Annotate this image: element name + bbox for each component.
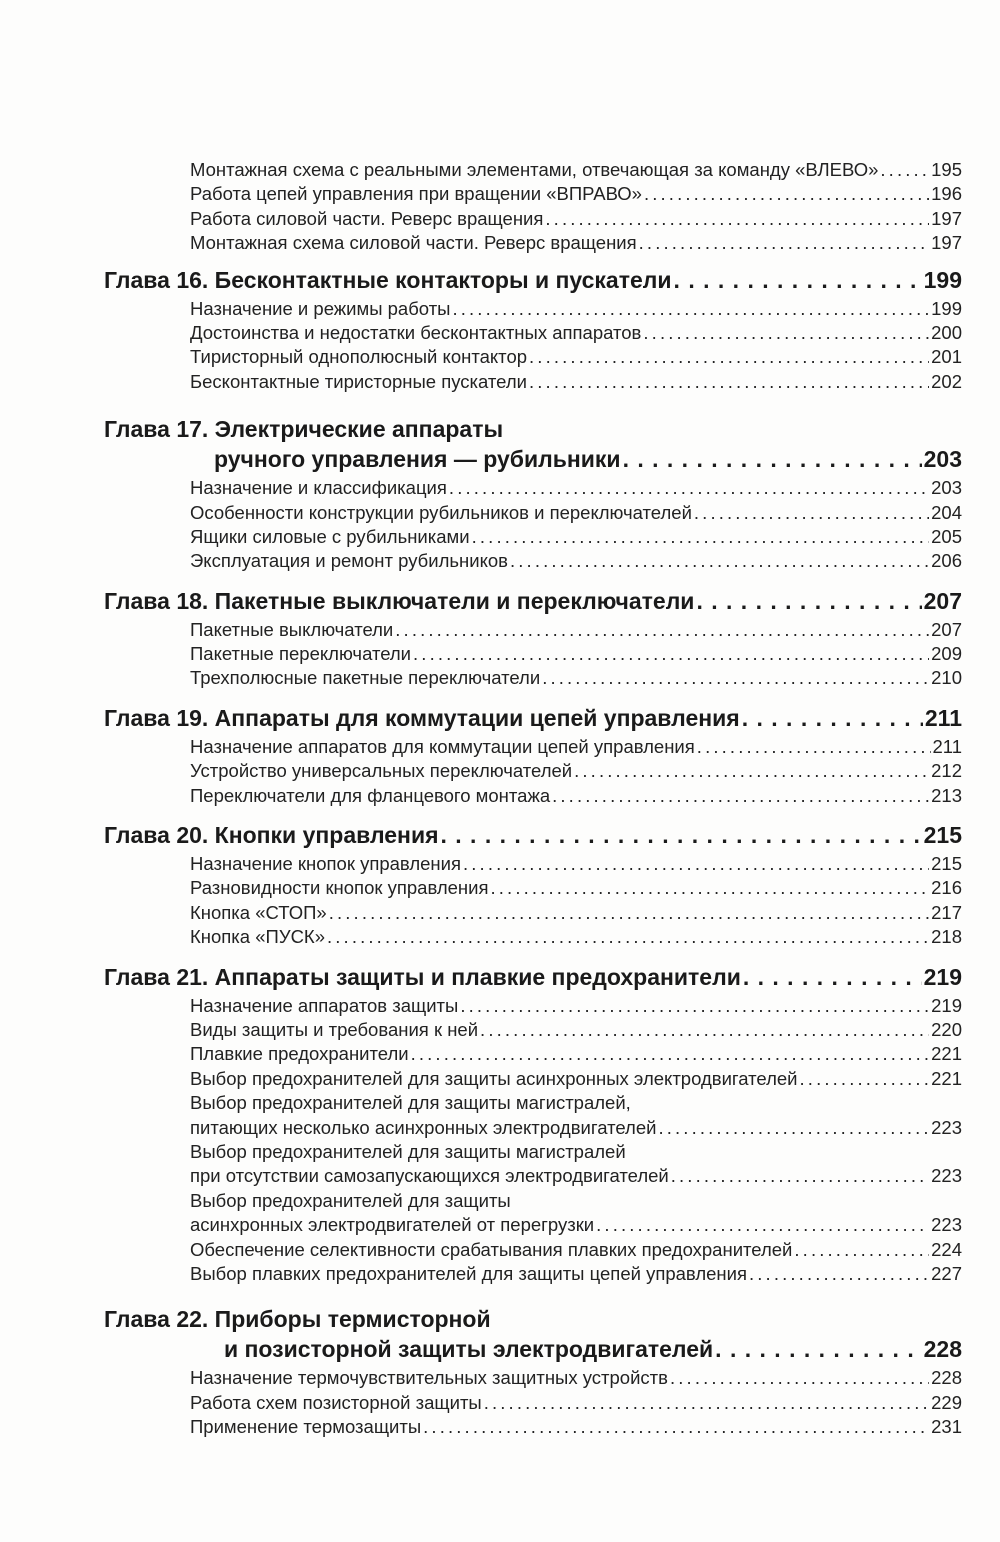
- section-title: Плавкие предохранители: [190, 1043, 409, 1065]
- leader-dots: [413, 642, 929, 666]
- toc-section[interactable]: [104, 925, 962, 949]
- page-number: 197: [931, 207, 962, 229]
- toc-section[interactable]: [104, 1238, 962, 1262]
- chapter-22-heading-line1[interactable]: [104, 1304, 962, 1334]
- section-title: Назначение термочувствительных защитных устройств: [190, 1367, 668, 1389]
- leader-dots: [395, 618, 929, 642]
- toc-section[interactable]: [104, 158, 962, 182]
- section-title: Достоинства и недостатки бесконтактных аппаратов: [190, 321, 642, 343]
- chapter-title: Глава 19. Аппараты для коммутации цепей управления: [104, 704, 740, 731]
- toc-section[interactable]: [104, 666, 962, 690]
- section-title: Назначение и режимы работы: [190, 297, 451, 319]
- toc-section[interactable]: [104, 1116, 962, 1140]
- page-number: 216: [931, 877, 962, 899]
- leader-dots: [411, 1042, 930, 1066]
- leader-dots: [697, 735, 931, 759]
- leader-dots: [472, 525, 930, 549]
- toc-section[interactable]: [104, 901, 962, 925]
- toc-section-line1[interactable]: [104, 1140, 962, 1164]
- section-title: Пакетные переключатели: [190, 643, 412, 665]
- section-title: Кнопка «СТОП»: [190, 901, 327, 923]
- section-title: Переключатели для фланцевого монтажа: [190, 784, 551, 806]
- section-title: Разновидности кнопок управления: [190, 877, 489, 899]
- section-title: Ящики силовые с рубильниками: [190, 525, 470, 547]
- table-of-contents: [104, 158, 962, 1439]
- section-title: при отсутствии самозапускающихся электродвигателей: [190, 1165, 669, 1187]
- page-number: 218: [931, 926, 962, 948]
- leader-dots: [670, 1366, 929, 1390]
- page-number: 227: [931, 1262, 962, 1284]
- leader-dots: [696, 586, 921, 616]
- page-number: 203: [931, 477, 962, 499]
- leader-dots: [880, 158, 929, 182]
- page-number: 209: [931, 643, 962, 665]
- toc-section[interactable]: [104, 1018, 962, 1042]
- toc-section-line1[interactable]: [104, 1189, 962, 1213]
- leader-dots: [484, 1391, 929, 1415]
- leader-dots: [529, 370, 929, 394]
- leader-dots: [658, 1116, 929, 1140]
- page-number: 213: [931, 784, 962, 806]
- toc-section[interactable]: [104, 501, 962, 525]
- toc-section[interactable]: [104, 759, 962, 783]
- section-title: Особенности конструкции рубильников и переключателей: [190, 501, 692, 523]
- chapter-title: Глава 18. Пакетные выключатели и переключатели: [104, 587, 695, 614]
- section-title: Трехполюсные пакетные переключатели: [190, 667, 541, 689]
- section-title: Монтажная схема с реальными элементами, отвечающая за команду «ВЛЕВО»: [190, 159, 879, 180]
- page-number: 197: [931, 232, 962, 254]
- page-number: 221: [931, 1043, 962, 1065]
- leader-dots: [329, 901, 929, 925]
- page-number: 223: [931, 1116, 962, 1138]
- leader-dots: [644, 182, 929, 206]
- section-title: питающих несколько асинхронных электродвигателей: [190, 1116, 657, 1138]
- leader-dots: [449, 476, 929, 500]
- toc-section[interactable]: [104, 1067, 962, 1091]
- toc-section[interactable]: [104, 1366, 962, 1390]
- chapter-page-number: 199: [923, 266, 962, 293]
- section-title-line1: Выбор предохранителей для защиты магистралей: [190, 1140, 626, 1162]
- section-title: Применение термозащиты: [190, 1416, 422, 1438]
- page-number: 207: [931, 618, 962, 640]
- chapter-title-continued: и позисторной защиты электродвигателей: [224, 1336, 714, 1363]
- leader-dots: [423, 1415, 929, 1439]
- leader-dots: [529, 345, 929, 369]
- page-number: 223: [931, 1214, 962, 1236]
- leader-dots: [639, 231, 929, 255]
- toc-section[interactable]: [104, 549, 962, 573]
- toc-section[interactable]: [104, 370, 962, 394]
- section-title: Назначение аппаратов для коммутации цепей управления: [190, 735, 695, 757]
- page-number: 221: [931, 1067, 962, 1089]
- section-title: Работа цепей управления при вращении «ВПРАВО»: [190, 183, 642, 205]
- toc-section[interactable]: [104, 525, 962, 549]
- toc-section[interactable]: [104, 321, 962, 345]
- leader-dots: [743, 962, 922, 992]
- toc-section[interactable]: [104, 618, 962, 642]
- section-title-line1: Выбор предохранителей для защиты: [190, 1189, 511, 1211]
- chapter-16-heading[interactable]: [104, 265, 962, 295]
- section-title: Бесконтактные тиристорные пускатели: [190, 370, 527, 392]
- leader-dots: [694, 501, 929, 525]
- chapter-page-number: 219: [923, 963, 962, 990]
- toc-section[interactable]: [104, 994, 962, 1018]
- leader-dots: [800, 1067, 930, 1091]
- toc-section[interactable]: [104, 1213, 962, 1237]
- page-number: 219: [931, 994, 962, 1016]
- chapter-page-number: 207: [923, 587, 962, 614]
- page-number: 223: [931, 1165, 962, 1187]
- page-number: 220: [931, 1018, 962, 1040]
- leader-dots: [715, 1334, 921, 1364]
- chapter-17-heading-line2[interactable]: [104, 444, 962, 474]
- page-number: 211: [932, 735, 962, 757]
- chapter-17-heading-line1[interactable]: [104, 414, 962, 444]
- toc-section[interactable]: [104, 1262, 962, 1286]
- section-title: Выбор плавких предохранителей для защиты цепей управления: [190, 1262, 747, 1284]
- page-number: 199: [931, 297, 962, 319]
- chapter-title: Глава 16. Бесконтактные контакторы и пускатели: [104, 266, 672, 293]
- leader-dots: [452, 297, 929, 321]
- leader-dots: [542, 666, 929, 690]
- toc-section[interactable]: [104, 876, 962, 900]
- section-title: Виды защиты и требования к ней: [190, 1018, 479, 1040]
- section-title: Эксплуатация и ремонт рубильников: [190, 550, 508, 572]
- section-title: Назначение аппаратов защиты: [190, 994, 459, 1016]
- page-number: 228: [931, 1367, 962, 1389]
- leader-dots: [742, 703, 923, 733]
- section-title: Пакетные выключатели: [190, 618, 394, 640]
- chapter-22-heading-line2[interactable]: [104, 1334, 962, 1364]
- page-number: 195: [931, 159, 962, 180]
- leader-dots: [749, 1262, 929, 1286]
- toc-section[interactable]: [104, 784, 962, 808]
- page-number: 217: [931, 901, 962, 923]
- page-number: 204: [931, 501, 962, 523]
- toc-section[interactable]: [104, 345, 962, 369]
- section-title: Обеспечение селективности срабатывания плавких предохранителей: [190, 1238, 793, 1260]
- section-title: Тиристорный однополюсный контактор: [190, 346, 528, 368]
- section-title-line1: Выбор предохранителей для защиты магистралей,: [190, 1092, 631, 1114]
- page-number: 202: [931, 370, 962, 392]
- toc-section[interactable]: [104, 476, 962, 500]
- chapter-page-number: 228: [923, 1336, 962, 1363]
- toc-section[interactable]: [104, 207, 962, 231]
- page-number: 215: [931, 853, 962, 875]
- page-number: 201: [931, 346, 962, 368]
- chapter-page-number: 211: [924, 704, 962, 731]
- chapter-21-heading[interactable]: [104, 962, 962, 992]
- toc-section[interactable]: [104, 1391, 962, 1415]
- chapter-page-number: 203: [923, 446, 962, 473]
- page-number: 205: [931, 525, 962, 547]
- chapter-title: Глава 17. Электрические аппараты: [104, 416, 504, 443]
- chapter-18-heading[interactable]: [104, 586, 962, 616]
- leader-dots: [327, 925, 929, 949]
- toc-section[interactable]: [104, 297, 962, 321]
- page-number: 212: [931, 760, 962, 782]
- leader-dots: [623, 444, 922, 474]
- leader-dots: [643, 321, 929, 345]
- toc-section[interactable]: [104, 852, 962, 876]
- page-number: 206: [931, 550, 962, 572]
- page-number: 231: [931, 1416, 962, 1438]
- section-title: Назначение кнопок управления: [190, 853, 461, 875]
- section-title: Работа силовой части. Реверс вращения: [190, 207, 544, 229]
- section-title: Назначение и классификация: [190, 477, 447, 499]
- chapter-20-heading[interactable]: [104, 820, 962, 850]
- chapter-title: Глава 21. Аппараты защиты и плавкие предохранители: [104, 963, 741, 990]
- leader-dots: [463, 852, 929, 876]
- chapter-title-continued: ручного управления — рубильники: [214, 446, 621, 473]
- toc-section[interactable]: [104, 1415, 962, 1439]
- page-number: 229: [931, 1391, 962, 1413]
- toc-section[interactable]: [104, 1164, 962, 1188]
- chapter-19-heading[interactable]: [104, 703, 962, 733]
- leader-dots: [596, 1213, 929, 1237]
- page-number: 224: [931, 1238, 962, 1260]
- chapter-title: Глава 22. Приборы термисторной: [104, 1306, 491, 1333]
- toc-section[interactable]: [104, 231, 962, 255]
- toc-section[interactable]: [104, 642, 962, 666]
- section-title: Выбор предохранителей для защиты асинхронных электродвигателей: [190, 1067, 798, 1089]
- leader-dots: [441, 820, 922, 850]
- section-title: Устройство универсальных переключателей: [190, 760, 573, 782]
- toc-section-line1[interactable]: [104, 1091, 962, 1115]
- page-number: 200: [931, 321, 962, 343]
- toc-section[interactable]: [104, 1042, 962, 1066]
- chapter-page-number: 215: [923, 822, 962, 849]
- toc-section[interactable]: [104, 735, 962, 759]
- leader-dots: [491, 876, 930, 900]
- leader-dots: [552, 784, 929, 808]
- leader-dots: [480, 1018, 929, 1042]
- leader-dots: [794, 1238, 929, 1262]
- section-title: Работа схем позисторной защиты: [190, 1391, 482, 1413]
- toc-section[interactable]: [104, 182, 962, 206]
- leader-dots: [510, 549, 929, 573]
- leader-dots: [671, 1164, 929, 1188]
- section-title: Монтажная схема силовой части. Реверс вращения: [190, 232, 637, 254]
- section-title: Кнопка «ПУСК»: [190, 926, 325, 948]
- page-number: 196: [931, 183, 962, 205]
- leader-dots: [545, 207, 929, 231]
- section-title: асинхронных электродвигателей от перегрузки: [190, 1214, 595, 1236]
- leader-dots: [674, 265, 922, 295]
- leader-dots: [574, 759, 929, 783]
- leader-dots: [460, 994, 929, 1018]
- page-number: 210: [931, 667, 962, 689]
- chapter-title: Глава 20. Кнопки управления: [104, 822, 439, 849]
